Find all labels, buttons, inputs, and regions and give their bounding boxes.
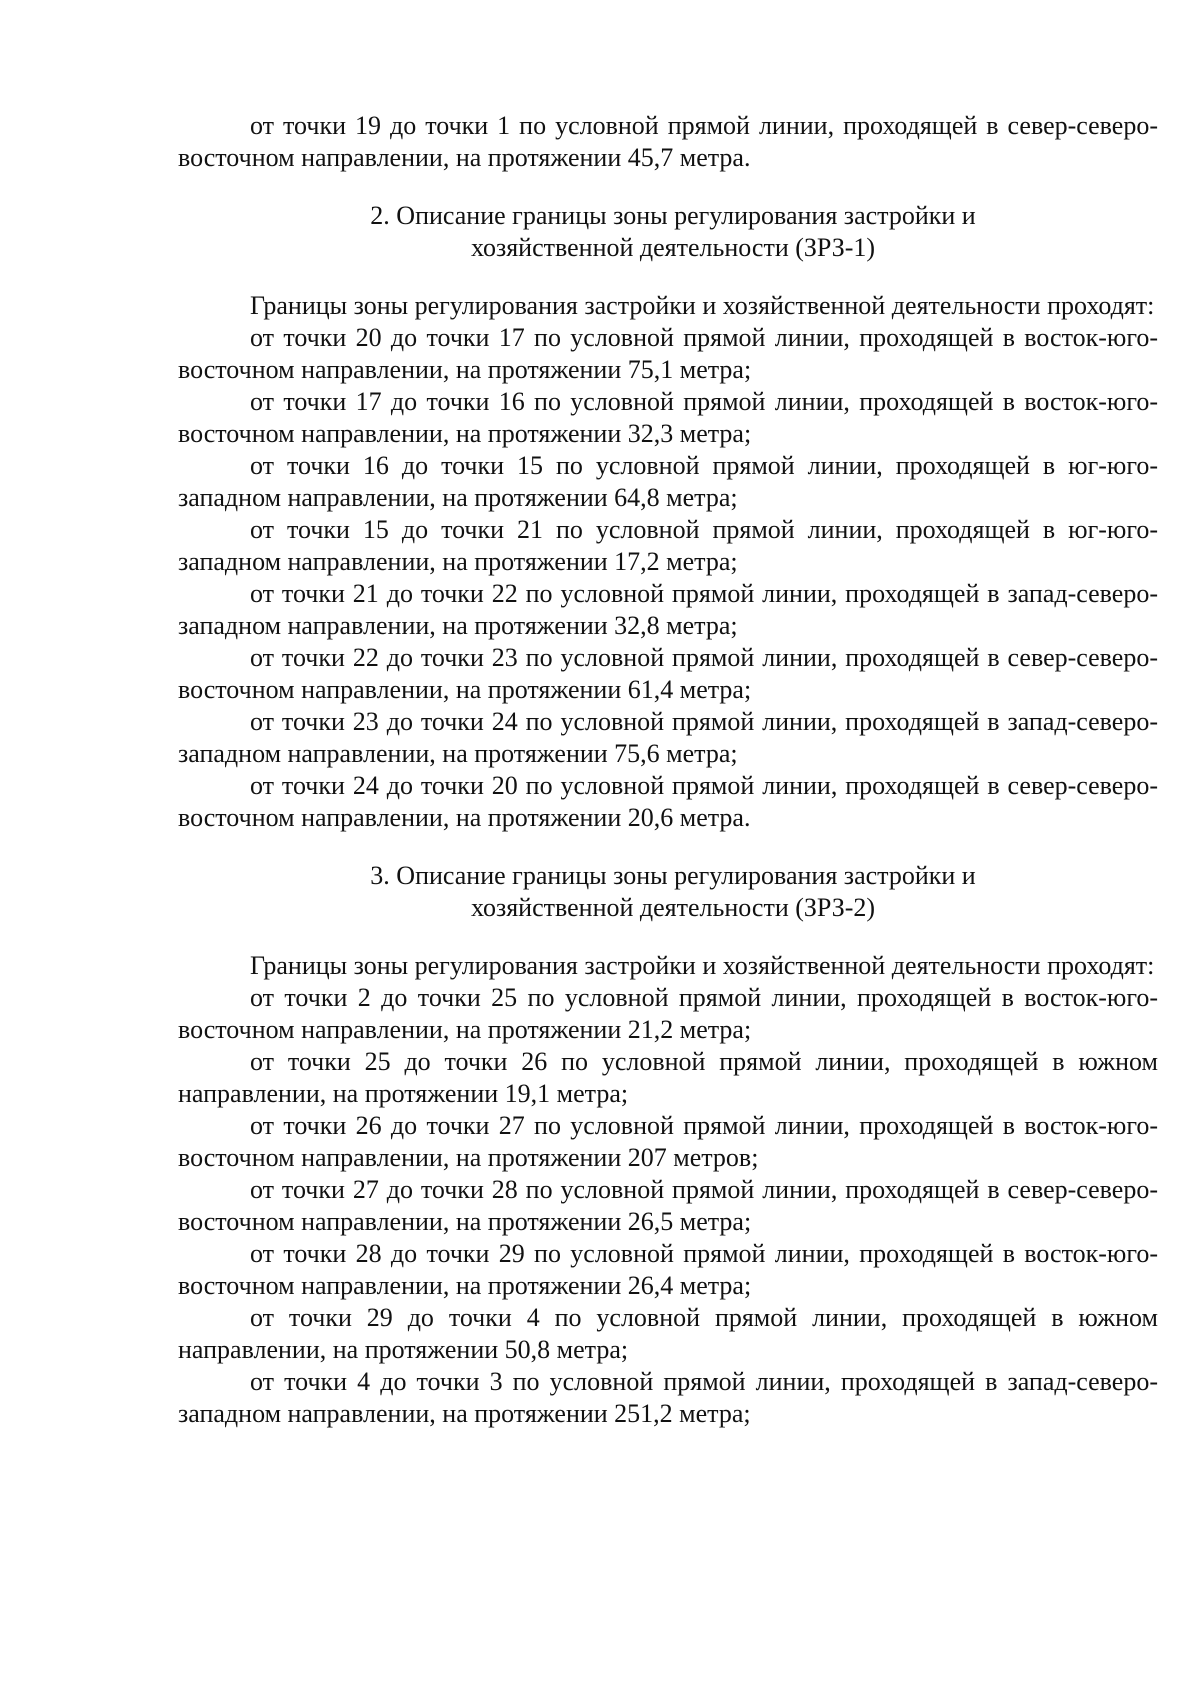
spacer [178, 924, 1158, 950]
boundary-segment: от точки 27 до точки 28 по условной прямой линии, проходящей в север-северо-восточном направлении, на протяжении 26,5 метра; [178, 1175, 1158, 1236]
boundary-segment: от точки 21 до точки 22 по условной прямой линии, проходящей в запад-северо-западном направлении, на протяжении 32,8 метра; [178, 579, 1158, 640]
section-2-body [178, 290, 1158, 834]
section-lead: Границы зоны регулирования застройки и хозяйственной деятельности проходят: [250, 951, 1155, 980]
document-body [178, 110, 1158, 1430]
boundary-segment: от точки 17 до точки 16 по условной прямой линии, проходящей в восток-юго-восточном направлении, на протяжении 32,3 метра; [178, 387, 1158, 448]
section-heading-line: хозяйственной деятельности (ЗРЗ-2) [470, 893, 876, 922]
boundary-segment: от точки 25 до точки 26 по условной прямой линии, проходящей в южном направлении, на протяжении 19,1 метра; [178, 1047, 1158, 1108]
section-3-body [178, 950, 1158, 1430]
boundary-segment: от точки 16 до точки 15 по условной прямой линии, проходящей в юг-юго-западном направлении, на протяжении 64,8 метра; [178, 451, 1158, 512]
spacer [178, 174, 1158, 200]
section-heading-line: хозяйственной деятельности (ЗРЗ-1) [470, 233, 876, 262]
spacer [178, 264, 1158, 290]
spacer [178, 834, 1158, 860]
intro-paragraph: от точки 19 до точки 1 по условной прямой линии, проходящей в север-северо-восточном направлении, на протяжении 45,7 метра. [178, 111, 1158, 172]
boundary-segment: от точки 22 до точки 23 по условной прямой линии, проходящей в север-северо-восточном направлении, на протяжении 61,4 метра; [178, 643, 1158, 704]
boundary-segment: от точки 26 до точки 27 по условной прямой линии, проходящей в восток-юго-восточном направлении, на протяжении 207 метров; [178, 1111, 1158, 1172]
boundary-segment: от точки 24 до точки 20 по условной прямой линии, проходящей в север-северо-восточном направлении, на протяжении 20,6 метра. [178, 771, 1158, 832]
section-2-heading [178, 200, 1158, 264]
boundary-segment: от точки 2 до точки 25 по условной прямой линии, проходящей в восток-юго-восточном направлении, на протяжении 21,2 метра; [178, 983, 1158, 1044]
boundary-segment: от точки 28 до точки 29 по условной прямой линии, проходящей в восток-юго-восточном направлении, на протяжении 26,4 метра; [178, 1239, 1158, 1300]
boundary-segment: от точки 15 до точки 21 по условной прямой линии, проходящей в юг-юго-западном направлении, на протяжении 17,2 метра; [178, 515, 1158, 576]
boundary-segment: от точки 23 до точки 24 по условной прямой линии, проходящей в запад-северо-западном направлении, на протяжении 75,6 метра; [178, 707, 1158, 768]
section-3-heading [178, 860, 1158, 924]
boundary-segment: от точки 4 до точки 3 по условной прямой линии, проходящей в запад-северо-западном направлении, на протяжении 251,2 метра; [178, 1367, 1158, 1428]
section-lead: Границы зоны регулирования застройки и хозяйственной деятельности проходят: [250, 291, 1155, 320]
boundary-segment: от точки 29 до точки 4 по условной прямой линии, проходящей в южном направлении, на протяжении 50,8 метра; [178, 1303, 1158, 1364]
section-heading-line: 2. Описание границы зоны регулирования застройки и [370, 201, 976, 230]
boundary-segment: от точки 20 до точки 17 по условной прямой линии, проходящей в восток-юго-восточном направлении, на протяжении 75,1 метра; [178, 323, 1158, 384]
section-heading-line: 3. Описание границы зоны регулирования застройки и [370, 861, 976, 890]
